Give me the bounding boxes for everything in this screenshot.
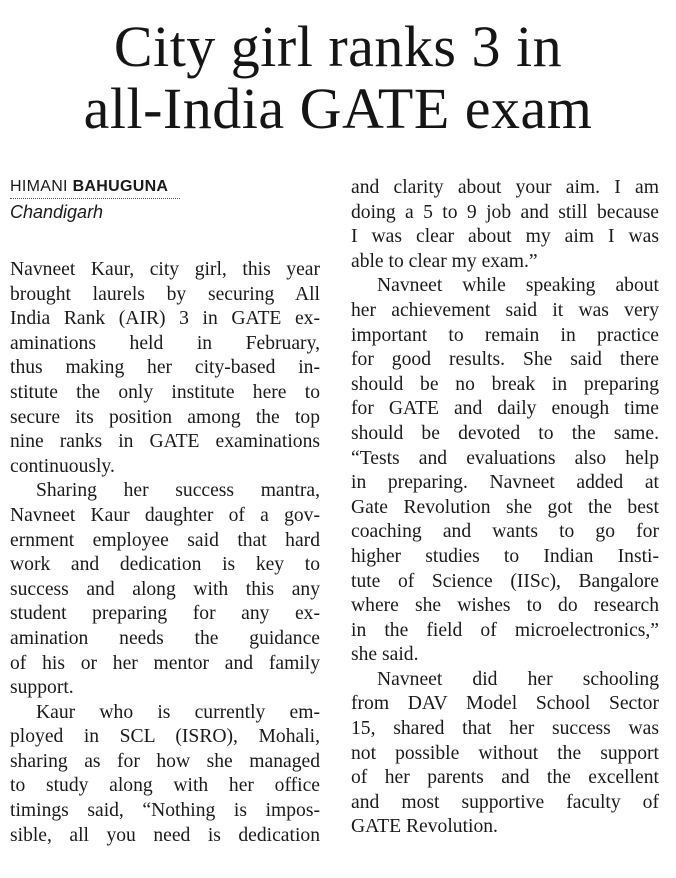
article-column-right	[351, 176, 659, 840]
author-first-name: HIMANI	[10, 178, 68, 195]
article-text-line: to study along with her office	[10, 775, 320, 797]
article-text-line: Navneet did her schooling	[377, 668, 659, 690]
article-text-line: from DAV Model School Sector	[351, 693, 659, 715]
article-text-line: in preparing. Navneet added at	[351, 472, 659, 494]
article-text-line: her achievement said it was very	[351, 299, 659, 321]
article-text-line: work and dedication is key to	[10, 554, 320, 576]
article-text-line: ernment employee said that hard	[10, 529, 320, 551]
article-text-line: nine ranks in GATE examinations	[10, 431, 320, 453]
article-text-line: Sharing her success mantra,	[36, 480, 320, 502]
article-text-line: thus making her city-based in-	[10, 357, 320, 379]
article-text-line: India Rank (AIR) 3 in GATE ex-	[10, 308, 320, 330]
article-text-line: GATE Revolution.	[351, 816, 498, 838]
headline	[0, 16, 676, 140]
article-text-line: ployed in SCL (ISRO), Mohali,	[10, 726, 320, 748]
article-text-line: I was clear about my aim I was	[351, 226, 659, 248]
article-text-line: in the field of microelectronics,”	[351, 619, 659, 641]
article-text-line: and most supportive faculty of	[351, 791, 659, 813]
article-text-line: where she wishes to do research	[351, 595, 659, 617]
article-text-line: Gate Revolution she got the best	[351, 496, 659, 518]
article-text-line: support.	[10, 677, 74, 699]
article-text-line: student preparing for any ex-	[10, 603, 320, 625]
article-text-line: Navneet Kaur, city girl, this year	[10, 259, 320, 280]
article-text-line: success and along with this any	[10, 578, 320, 600]
article-text-line: sharing as for how she managed	[10, 750, 320, 772]
article-text-line: for GATE and daily enough time	[351, 398, 659, 420]
article-text-line: Navneet while speaking about	[377, 275, 659, 297]
article-text-line: and clarity about your aim. I am	[351, 177, 659, 198]
article-text-line: aminations held in February,	[10, 332, 320, 354]
article-text-line: timings said, “Nothing is impos-	[10, 800, 320, 822]
article-text-line: sible, all you need is dedication	[10, 824, 320, 846]
article-text-line: brought laurels by securing All	[10, 283, 320, 305]
article-text-line: amination needs the guidance	[10, 627, 320, 649]
article-text-line: 15, shared that her success was	[351, 718, 659, 740]
author-last-name: BAHUGUNA	[72, 178, 169, 195]
article-text-line: Navneet Kaur daughter of a gov-	[10, 504, 320, 526]
article-text-line: secure its position among the top	[10, 406, 320, 428]
article-text-line: important to remain in practice	[351, 324, 659, 346]
article-text-line: for good results. She said there	[351, 349, 659, 371]
article-text-line: she said.	[351, 644, 419, 666]
article-text-line: coaching and wants to go for	[351, 521, 659, 543]
article-text-line: stitute the only institute here to	[10, 381, 320, 403]
article-text-line: should be no break in preparing	[351, 373, 659, 395]
article-text-line: higher studies to Indian Insti-	[351, 545, 659, 567]
article-text-line: of his or her mentor and family	[10, 652, 320, 674]
byline	[10, 177, 180, 223]
dateline-location: Chandigarh	[10, 202, 104, 222]
author-name	[10, 177, 180, 197]
article-text-line: not possible without the support	[351, 742, 659, 764]
headline-line-2: all-India GATE exam	[83, 76, 593, 141]
article-text-line: of her parents and the excellent	[351, 767, 659, 789]
article-text-line: tute of Science (IISc), Bangalore	[351, 570, 659, 592]
article-text-line: able to clear my exam.”	[351, 250, 538, 272]
byline-rule	[10, 198, 180, 199]
article-column-left	[10, 258, 320, 848]
article-text-line: doing a 5 to 9 job and still because	[351, 201, 659, 223]
article-text-line: should be devoted to the same.	[351, 422, 659, 444]
article-text-line: continuously.	[10, 455, 115, 477]
article-text-line: Kaur who is currently em-	[36, 701, 320, 723]
article-text-line: “Tests and evaluations also help	[351, 447, 659, 469]
headline-line-1: City girl ranks 3 in	[113, 14, 563, 79]
